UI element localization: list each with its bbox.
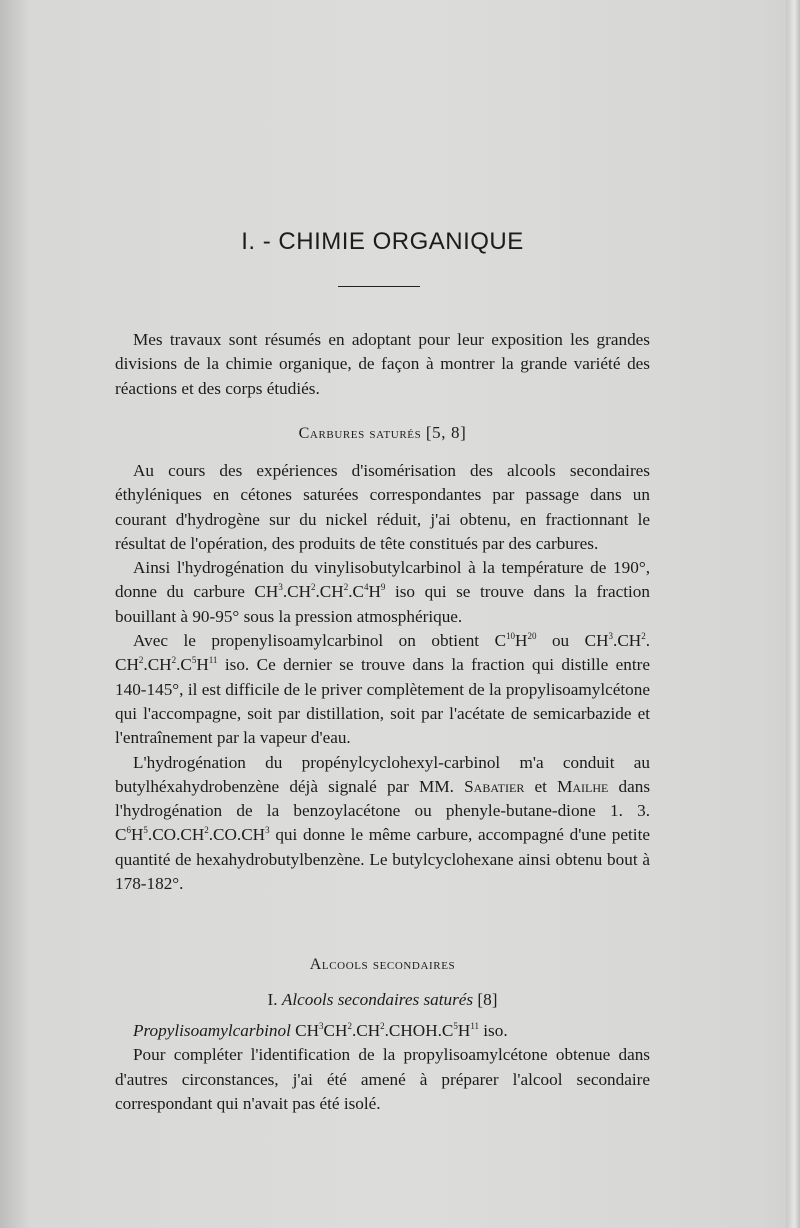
formula-f: iso. — [478, 1021, 508, 1040]
page-spine-shadow — [786, 0, 800, 1228]
sub-2: 2 — [138, 655, 144, 666]
sub-4: 4 — [363, 582, 369, 593]
sub-6: 6 — [126, 825, 131, 836]
sub-5: 5 — [453, 1021, 458, 1031]
p4-text-f: qui donne le même carbure, accompagné d'une petite quantité de hexahydrobutylbenzène. Le butylcyclohexane ainsi obtenu bout à 178-182°. — [115, 825, 650, 894]
subsection-ref: [8] — [477, 990, 498, 1009]
sub-2: 2 — [311, 582, 316, 593]
author-mailhe: Mailhe — [557, 776, 609, 796]
p4-et: et — [524, 776, 558, 796]
sub-5: 5 — [191, 655, 197, 666]
sub-3: 3 — [278, 582, 283, 593]
sub-10: 10 — [506, 631, 516, 642]
compound-name: Propylisoamylcarbinol — [133, 1021, 291, 1040]
propylisoamylcarbinol-line — [115, 1019, 650, 1043]
sub-3: 3 — [608, 631, 614, 642]
p3-text-b: H — [515, 631, 528, 651]
sub-9: 9 — [380, 582, 386, 593]
carbures-paragraph-4 — [115, 751, 650, 897]
p3-text-d: .CH — [613, 631, 642, 651]
chapter-title: I. - CHIMIE ORGANIQUE — [241, 228, 524, 255]
formula-c: .CH — [351, 1021, 381, 1040]
p3-text-h: H — [196, 655, 209, 675]
intro-paragraph: Mes travaux sont résumés en adoptant pour leur exposition les grandes divisions de la chimie organique, de façon à montrer la grande variété des réactions et des corps étudiés. — [115, 330, 650, 398]
p2-text-f: iso qui se trouve dans la fraction bouillant à 90-95° sous la pression atmosphérique. — [115, 582, 650, 626]
subsection-heading-alcools-satures — [115, 990, 650, 1010]
sub-5: 5 — [143, 825, 148, 836]
p4-text-b: dans l'hydrogénation de la benzoylacétone ou phenyle-butane-dione 1. 3. C — [115, 776, 651, 845]
sub-11: 11 — [470, 1021, 479, 1031]
carbures-body — [115, 459, 650, 896]
p2-text-b: .CH — [282, 582, 311, 602]
sub-2: 2 — [347, 1021, 352, 1031]
p3-text-g: .C — [176, 655, 192, 675]
section-heading-alcools-label: Alcools secondaires — [309, 956, 456, 973]
sub-2: 2 — [204, 825, 209, 836]
sub-2: 2 — [380, 1021, 385, 1031]
p2-text-d: .C — [348, 582, 364, 602]
section-heading-carbures — [115, 423, 650, 443]
p3-text-e: . CH — [115, 631, 650, 675]
alcools-paragraph-2: Pour compléter l'identification de la propylisoamylcétone obtenue dans d'autres circonstances, j'ai été amené à préparer l'alcool secondaire correspondant qui n'avait pas été isolé. — [115, 1045, 650, 1113]
title-rule — [338, 286, 420, 287]
p2-text-c: .CH — [315, 582, 344, 602]
carbures-paragraph-3 — [115, 629, 650, 750]
subsection-title: Alcools secondaires saturés — [281, 990, 474, 1009]
p4-text-e: .CO.CH — [208, 825, 266, 845]
sub-20: 20 — [527, 631, 537, 642]
author-sabatier: Sabatier — [464, 776, 525, 796]
section-heading-carbures-label: Carbures saturés — [298, 425, 422, 442]
carbures-paragraph-1: Au cours des expériences d'isomérisation des alcools secondaires éthyléniques en cétones saturées correspondantes par passage dans un courant d'hydrogène sur du nickel réduit, j'ai obtenu, en fractionnant le résultat de l'opération, des produits de tête constitués par des carbures. — [115, 461, 650, 553]
p2-text-e: H — [368, 582, 381, 602]
formula-b: CH — [323, 1021, 348, 1040]
sub-2: 2 — [641, 631, 646, 642]
p3-text-f: .CH — [143, 655, 172, 675]
p4-text-a: L'hydrogénation du propénylcyclohexyl-carbinol m'a conduit au butylhéxahydrobenzène déjà signalé par MM. — [115, 752, 650, 796]
sub-2: 2 — [171, 655, 177, 666]
subsection-number: I. — [267, 990, 278, 1009]
formula-d: .CHOH.C — [384, 1021, 454, 1040]
formula-a: CH — [290, 1021, 320, 1040]
p4-text-c: H — [130, 825, 144, 845]
sub-11: 11 — [208, 655, 218, 666]
section-heading-alcools — [115, 956, 650, 974]
alcools-body — [115, 1019, 650, 1116]
p4-text-d: .CO.CH — [147, 825, 205, 845]
sub-3: 3 — [319, 1021, 324, 1031]
sub-3: 3 — [265, 825, 270, 836]
p3-text-a: Avec le propenylisoamylcarbinol on obtient C — [133, 631, 507, 651]
p3-text-i: iso. Ce dernier se trouve dans la fraction qui distille entre 140-145°, il est difficile de le priver complètement de la propylisoamylcétone qui l'accompagne, soit par distillation, soit par l'acétate de semicarbazide et l'entraînement par la vapeur d'eau. — [115, 655, 650, 748]
sub-2: 2 — [343, 582, 349, 593]
p3-text-c: ou CH — [536, 631, 609, 651]
carbures-paragraph-2 — [115, 556, 650, 629]
p2-text-a: Ainsi l'hydrogénation du vinylisobutylcarbinol à la température de 190°, donne du carbure CH — [115, 558, 650, 602]
section-heading-carbures-refs: [5, 8] — [425, 423, 467, 442]
formula-e: H — [457, 1021, 471, 1040]
